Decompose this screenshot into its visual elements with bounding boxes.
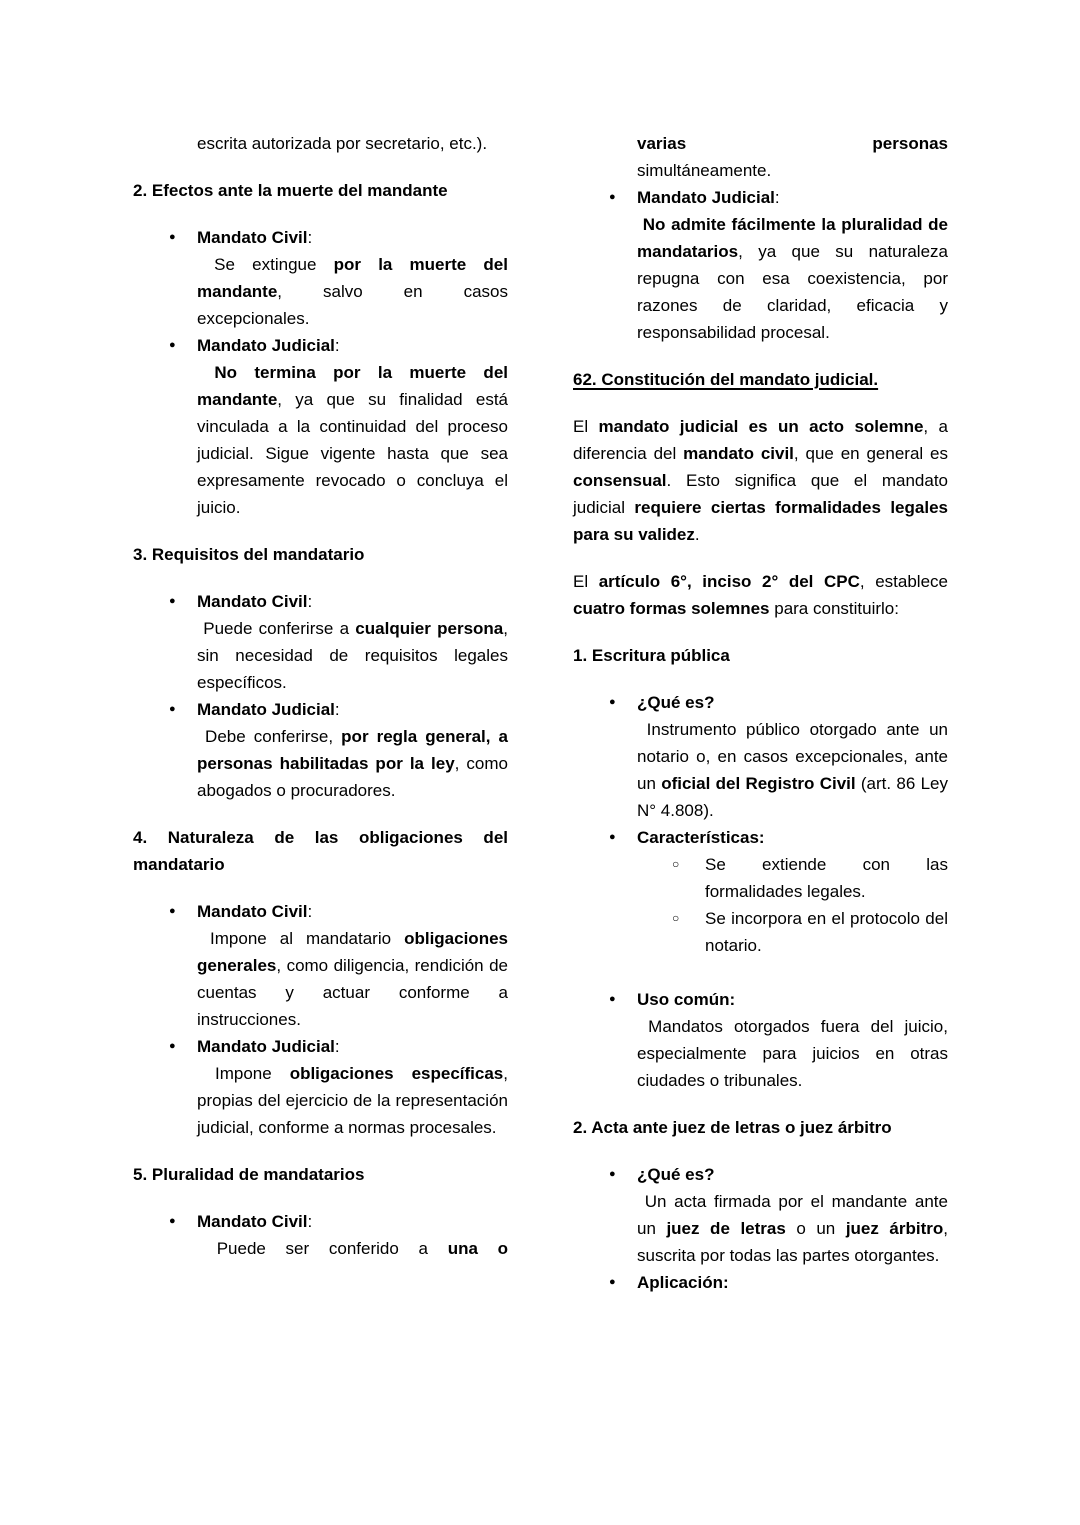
section-heading: [133, 824, 508, 878]
section-heading: [573, 642, 948, 669]
text-run: 3. Requisitos del mandatario: [133, 545, 365, 564]
bullet-icon: ●: [609, 831, 616, 843]
list-item: [133, 696, 508, 804]
text-run: Impone al mandatario: [197, 929, 405, 948]
item-label: [637, 184, 948, 211]
text-run: Características:: [637, 828, 765, 847]
item-body: [637, 211, 948, 346]
sub-item-text: [705, 905, 948, 959]
bullet-icon: ●: [169, 339, 176, 351]
text-run: ¿Qué es?: [637, 1165, 715, 1184]
text-run: :: [307, 902, 313, 921]
text-run: Aplicación:: [637, 1273, 729, 1292]
paragraph: [133, 130, 508, 157]
text-run: Puede conferirse a: [197, 619, 356, 638]
bullet-icon: ●: [169, 1215, 176, 1227]
list-item: [133, 1033, 508, 1141]
list-item: [573, 689, 948, 824]
text-run: 4. Naturaleza de las obligaciones del mandatario: [133, 828, 508, 874]
text-run: requiere ciertas formalidades legales para su validez: [573, 498, 948, 544]
bullet-icon: ●: [609, 696, 616, 708]
text-run: 62. Constitución del mandato judicial.: [573, 370, 879, 389]
text-run: :: [307, 592, 313, 611]
text-run: El: [573, 417, 599, 436]
item-body: [197, 723, 508, 804]
text-run: , que en general es: [793, 444, 949, 463]
text-run: :: [334, 1037, 340, 1056]
text-run: Se incorpora en el protocolo del notario.: [705, 909, 948, 955]
text-run: Mandato Judicial: [197, 700, 335, 719]
item-body: [197, 1060, 508, 1141]
list-item: [573, 824, 948, 959]
column-left: [133, 130, 508, 1485]
text-run: :: [334, 336, 340, 355]
text-run: para constituirlo:: [769, 599, 899, 618]
item-body: [197, 251, 508, 332]
text-run: Mandato Civil: [197, 592, 308, 611]
text-run: obligaciones específicas: [289, 1064, 504, 1083]
text-run: .: [694, 525, 700, 544]
bullet-icon: ●: [169, 1040, 176, 1052]
text-run: 2. Acta ante juez de letras o juez árbitro: [573, 1118, 892, 1137]
item-body: [637, 1188, 948, 1269]
text-run: :: [774, 188, 780, 207]
item-body: [197, 925, 508, 1033]
text-run: , como abogados o procuradores.: [197, 754, 508, 800]
bullet-icon: ●: [609, 191, 616, 203]
text-run: Puede ser conferido a: [197, 1239, 448, 1258]
text-run: simultáneamente.: [637, 161, 772, 180]
bullet-list: [573, 1161, 948, 1296]
circle-bullet-icon: ○: [672, 857, 680, 871]
text-run: Debe conferirse,: [197, 727, 342, 746]
item-label: [637, 986, 948, 1013]
section-heading: [573, 366, 948, 393]
item-label: [197, 1033, 508, 1060]
text-run: Un acta firmada por el mandante ante un: [637, 1192, 948, 1238]
item-body: [197, 1235, 508, 1262]
item-label: [637, 1161, 948, 1188]
text-run: por la muerte del mandante: [197, 255, 508, 301]
bullet-list: [573, 184, 948, 346]
section-heading: [573, 1114, 948, 1141]
text-run: :: [307, 1212, 313, 1231]
bullet-icon: ●: [609, 993, 616, 1005]
text-run: , establece: [859, 572, 948, 591]
item-label: [197, 588, 508, 615]
column-right: [573, 130, 948, 1485]
paragraph: [573, 130, 948, 157]
text-run: juez de letras: [666, 1219, 786, 1238]
text-run: o un: [785, 1219, 846, 1238]
sub-list-item: [637, 905, 948, 959]
text-run: , como diligencia, rendición de cuentas y actuar conforme a instrucciones.: [197, 956, 508, 1029]
text-run: . Esto significa que el mandato judicial: [573, 471, 948, 517]
paragraph: [573, 413, 948, 548]
sub-item-text: [705, 851, 948, 905]
text-run: , suscrita por todas las partes otorgantes.: [637, 1219, 948, 1265]
section-heading: [133, 1161, 508, 1188]
section-heading: [133, 177, 508, 204]
text-run: , salvo en casos excepcionales.: [197, 282, 508, 328]
text-run: mandato civil: [683, 444, 794, 463]
item-body: [637, 716, 948, 824]
text-run: cualquier persona: [355, 619, 504, 638]
text-run: consensual: [573, 471, 667, 490]
text-run: Mandato Civil: [197, 228, 308, 247]
list-item: [133, 588, 508, 696]
item-label: [637, 1269, 948, 1296]
text-run: una o: [447, 1239, 508, 1258]
bullet-icon: ●: [169, 595, 176, 607]
item-label: [197, 332, 508, 359]
text-run: , ya que su finalidad está vinculada a la continuidad del proceso judicial. Sigue vigente hasta que sea expresamente revocado o concluya el juicio.: [197, 390, 508, 517]
text-run: escrita autorizada por secretario, etc.).: [197, 134, 488, 153]
text-run: , propias del ejercicio de la representación judicial, conforme a normas procesales.: [197, 1064, 508, 1137]
list-item: [133, 898, 508, 1033]
text-run: (art. 86 Ley N° 4.808).: [637, 774, 949, 820]
list-item: [133, 1208, 508, 1262]
list-item: [133, 332, 508, 521]
item-label: [637, 824, 948, 851]
text-run: :: [307, 228, 313, 247]
bullet-icon: ●: [609, 1276, 616, 1288]
section-heading: [133, 541, 508, 568]
bullet-list: [573, 689, 948, 1094]
list-item: [573, 184, 948, 346]
text-run: Mandatos otorgados fuera del juicio, especialmente para juicios en otras ciudades o tribunales.: [637, 1017, 948, 1090]
list-item: [133, 224, 508, 332]
text-run: obligaciones generales: [197, 929, 508, 975]
item-body: [197, 615, 508, 696]
bullet-icon: ●: [169, 231, 176, 243]
text-run: oficial del Registro Civil: [661, 774, 856, 793]
text-run: Mandato Civil: [197, 1212, 308, 1231]
text-run: ¿Qué es?: [637, 693, 715, 712]
item-label: [637, 689, 948, 716]
item-label: [197, 696, 508, 723]
text-run: El: [573, 572, 599, 591]
text-run: Mandato Judicial: [197, 336, 335, 355]
text-run: juez árbitro: [845, 1219, 944, 1238]
bullet-list: [133, 588, 508, 804]
text-run: No termina por la muerte del mandante: [197, 363, 508, 409]
list-item: [573, 1161, 948, 1269]
text-run: Mandato Judicial: [637, 188, 775, 207]
text-run: 1. Escritura pública: [573, 646, 730, 665]
text-run: [197, 363, 214, 382]
circle-bullet-icon: ○: [672, 911, 680, 925]
text-run: , sin necesidad de requisitos legales específicos.: [197, 619, 508, 692]
text-run: , ya que su naturaleza repugna con esa coexistencia, por razones de claridad, eficacia y responsabilidad procesal.: [637, 242, 948, 342]
item-label: [197, 224, 508, 251]
item-label: [197, 1208, 508, 1235]
bullet-icon: ●: [169, 703, 176, 715]
text-run: mandato judicial es un acto solemne: [598, 417, 924, 436]
text-run: Impone: [197, 1064, 290, 1083]
text-run: Se extiende con las formalidades legales.: [705, 855, 948, 901]
text-run: cuatro formas solemnes: [573, 599, 770, 618]
bullet-list: [133, 1208, 508, 1262]
text-run: Se extingue: [197, 255, 334, 274]
text-run: artículo 6°, inciso 2° del CPC: [598, 572, 860, 591]
paragraph: [573, 568, 948, 622]
text-run: varias personas: [637, 134, 948, 153]
list-item: [573, 1269, 948, 1296]
sub-bullet-list: [637, 851, 948, 959]
bullet-icon: ●: [609, 1168, 616, 1180]
item-label: [197, 898, 508, 925]
list-item: [573, 986, 948, 1094]
text-run: Mandato Judicial: [197, 1037, 335, 1056]
item-body: [637, 1013, 948, 1094]
text-run: por regla general, a personas habilitadas por la ley: [197, 727, 508, 773]
text-run: Uso común:: [637, 990, 736, 1009]
bullet-icon: ●: [169, 905, 176, 917]
item-body: [197, 359, 508, 521]
text-run: 2. Efectos ante la muerte del mandante: [133, 181, 448, 200]
text-run: :: [334, 700, 340, 719]
text-run: 5. Pluralidad de mandatarios: [133, 1165, 365, 1184]
bullet-list: [133, 898, 508, 1141]
text-run: Instrumento público otorgado ante un notario o, en casos excepcionales, ante un: [637, 720, 948, 793]
bullet-list: [133, 224, 508, 521]
paragraph: [573, 157, 948, 184]
sub-list-item: [637, 851, 948, 905]
text-run: Mandato Civil: [197, 902, 308, 921]
text-run: No admite fácilmente la pluralidad de mandatarios: [637, 215, 948, 261]
text-run: , a diferencia del: [573, 417, 948, 463]
